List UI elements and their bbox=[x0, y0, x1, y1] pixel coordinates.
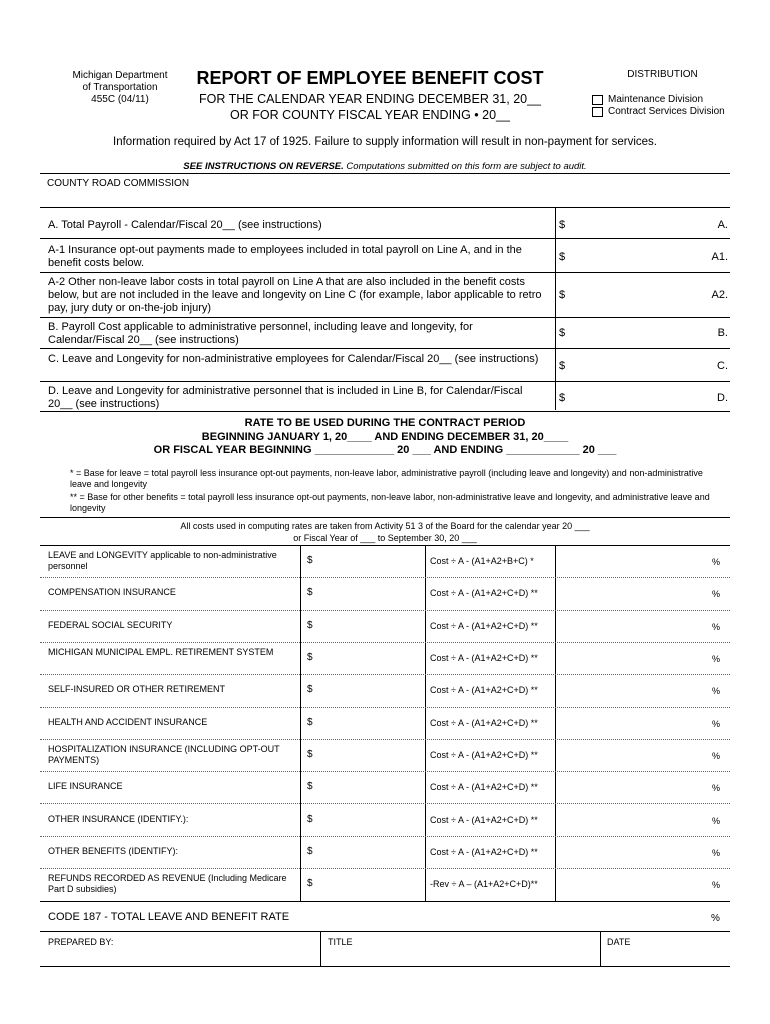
line-a-label: A. Total Payroll - Calendar/Fiscal 20__ (see instructions) bbox=[48, 219, 322, 231]
benefit-label: LIFE INSURANCE bbox=[48, 781, 123, 792]
benefit-rate-input[interactable] bbox=[570, 681, 705, 699]
rate-heading: RATE TO BE USED DURING THE CONTRACT PERIOD bbox=[244, 417, 526, 429]
rule bbox=[40, 411, 730, 412]
department-name: Michigan Department bbox=[72, 70, 168, 81]
benefit-amount-input[interactable] bbox=[318, 843, 420, 861]
column-divider bbox=[300, 545, 301, 901]
benefit-formula: Cost ÷ A - (A1+A2+C+D) ** bbox=[430, 653, 538, 664]
benefit-label: REFUNDS RECORDED AS REVENUE (Including Medicare Part D subsidies) bbox=[48, 873, 287, 895]
department-block bbox=[60, 70, 180, 106]
line-a1-amount-input[interactable] bbox=[570, 246, 705, 266]
benefit-percent: % bbox=[712, 621, 721, 632]
rate-calendar-period: BEGINNING JANUARY 1, 20____ AND ENDING DECEMBER 31, 20____ bbox=[201, 431, 569, 443]
column-divider bbox=[425, 545, 426, 901]
line-c-label: C. Leave and Longevity for non-administrative employees for Calendar/Fiscal 20__ (see instructions) bbox=[48, 353, 539, 365]
line-a2-code: A2. bbox=[711, 289, 728, 301]
row-rule bbox=[40, 771, 730, 772]
benefit-label: HOSPITALIZATION INSURANCE (INCLUDING OPT-OUT PAYMENTS) bbox=[48, 743, 280, 765]
costs-note-fiscal: or Fiscal Year of ___ to September 30, 20 ___ bbox=[293, 533, 477, 543]
benefit-amount-input[interactable] bbox=[318, 584, 420, 602]
county-input[interactable] bbox=[44, 190, 544, 206]
benefit-rate-input[interactable] bbox=[570, 875, 705, 893]
benefit-amount-input[interactable] bbox=[318, 811, 420, 829]
rule bbox=[40, 173, 730, 174]
line-d-label: D. Leave and Longevity for administrative personnel that is included in Line B, for Calendar/Fiscal 20__ (see instructions) bbox=[48, 385, 523, 410]
benefit-percent: % bbox=[712, 686, 721, 697]
line-a2-label: A-2 Other non-leave labor costs in total payroll on Line A that are also included in the benefit costs below, but are not included in the leave and longevity on Line C (for example, labor applicable to retro pay, jury duty or on-the-job injury) bbox=[48, 276, 542, 314]
benefit-percent: % bbox=[712, 783, 721, 794]
contract-label: Contract Services Division bbox=[608, 106, 725, 117]
benefit-label: HEALTH AND ACCIDENT INSURANCE bbox=[48, 716, 208, 727]
total-rate-input[interactable] bbox=[570, 907, 705, 927]
line-a1-label: A-1 Insurance opt-out payments made to employees included in total payroll on Line A, and in the benefit costs below. bbox=[48, 244, 522, 269]
row-rule bbox=[40, 707, 730, 708]
benefit-label: FEDERAL SOCIAL SECURITY bbox=[48, 619, 173, 630]
row-rule bbox=[40, 739, 730, 740]
column-divider bbox=[320, 931, 321, 966]
line-c-code: C. bbox=[717, 360, 728, 372]
benefit-amount-input[interactable] bbox=[318, 649, 420, 667]
rule bbox=[40, 966, 730, 967]
total-rate-label: CODE 187 - TOTAL LEAVE AND BENEFIT RATE bbox=[48, 911, 290, 923]
benefit-rate-input[interactable] bbox=[570, 778, 705, 796]
row-rule bbox=[40, 868, 730, 869]
rule bbox=[40, 272, 730, 273]
benefit-formula: -Rev ÷ A – (A1+A2+C+D)** bbox=[430, 879, 538, 890]
benefit-formula: Cost ÷ A - (A1+A2+B+C) * bbox=[430, 556, 534, 567]
costs-note-calendar: All costs used in computing rates are taken from Activity 51 3 of the Board for the calendar year 20 ___ bbox=[180, 521, 590, 531]
prepared-by-input[interactable] bbox=[44, 949, 316, 965]
benefit-dollar: $ bbox=[307, 619, 313, 631]
maintenance-checkbox[interactable] bbox=[592, 95, 603, 105]
column-divider bbox=[600, 931, 601, 966]
benefit-percent: % bbox=[712, 750, 721, 761]
benefit-dollar: $ bbox=[307, 587, 313, 599]
line-b-amount-input[interactable] bbox=[570, 322, 705, 342]
form-title: REPORT OF EMPLOYEE BENEFIT COST bbox=[196, 68, 544, 88]
benefit-rate-input[interactable] bbox=[570, 617, 705, 635]
benefit-amount-input[interactable] bbox=[318, 875, 420, 893]
benefit-dollar: $ bbox=[307, 555, 313, 567]
note-leave-base: * = Base for leave = total payroll less insurance opt-out payments, non-leave labor, administrative payroll (including leave and longevity) and non-administrative leave and longevity bbox=[70, 468, 703, 489]
benefit-percent: % bbox=[712, 557, 721, 568]
line-a-code: A. bbox=[717, 219, 728, 231]
line-a1-dollar: $ bbox=[559, 251, 566, 263]
line-b-label: B. Payroll Cost applicable to administrative personnel, including leave and longevity, for Calendar/Fiscal 20__ (see instructions) bbox=[48, 321, 473, 346]
benefit-percent: % bbox=[712, 654, 721, 665]
benefit-formula: Cost ÷ A - (A1+A2+C+D) ** bbox=[430, 588, 538, 599]
benefit-amount-input[interactable] bbox=[318, 746, 420, 764]
benefit-percent: % bbox=[712, 847, 721, 858]
line-c-dollar: $ bbox=[559, 360, 566, 372]
benefit-rate-input[interactable] bbox=[570, 649, 705, 667]
benefit-formula: Cost ÷ A - (A1+A2+C+D) ** bbox=[430, 749, 538, 760]
benefit-amount-input[interactable] bbox=[318, 617, 420, 635]
rule bbox=[40, 381, 730, 382]
rule bbox=[40, 517, 730, 518]
benefit-amount-input[interactable] bbox=[318, 681, 420, 699]
distribution-option-maintenance[interactable] bbox=[592, 94, 703, 105]
total-rate-percent: % bbox=[711, 913, 720, 924]
benefit-dollar: $ bbox=[307, 845, 313, 857]
rule bbox=[40, 207, 730, 208]
benefit-percent: % bbox=[712, 718, 721, 729]
benefit-formula: Cost ÷ A - (A1+A2+C+D) ** bbox=[430, 782, 538, 793]
line-a-amount-input[interactable] bbox=[570, 214, 705, 234]
benefit-rate-input[interactable] bbox=[570, 811, 705, 829]
benefit-amount-input[interactable] bbox=[318, 714, 420, 732]
instructions-notice bbox=[40, 161, 730, 172]
form-subtitle-fiscal: OR FOR COUNTY FISCAL YEAR ENDING • 20__ bbox=[230, 108, 510, 122]
row-rule bbox=[40, 610, 730, 611]
benefit-label: SELF-INSURED OR OTHER RETIREMENT bbox=[48, 684, 226, 695]
benefit-formula: Cost ÷ A - (A1+A2+C+D) ** bbox=[430, 846, 538, 857]
note-other-base: ** = Base for other benefits = total payroll less insurance opt-out payments, non-leave labor, non-administrative leave and longevity, and administrative leave and longevity bbox=[70, 492, 710, 513]
benefit-percent: % bbox=[712, 589, 721, 600]
benefit-formula: Cost ÷ A - (A1+A2+C+D) ** bbox=[430, 685, 538, 696]
distribution-option-contract[interactable] bbox=[592, 106, 725, 117]
county-label: COUNTY ROAD COMMISSION bbox=[47, 178, 190, 189]
title-input[interactable] bbox=[324, 949, 596, 965]
form-subtitle-calendar: FOR THE CALENDAR YEAR ENDING DECEMBER 31, 20__ bbox=[199, 92, 541, 106]
rate-fiscal-period: OR FISCAL YEAR BEGINNING _____________ 20 ___ AND ENDING ____________ 20 ___ bbox=[153, 444, 617, 456]
benefit-dollar: $ bbox=[307, 716, 313, 728]
benefit-amount-input[interactable] bbox=[318, 778, 420, 796]
benefit-label: OTHER INSURANCE (IDENTIFY.): bbox=[48, 813, 189, 824]
benefit-rate-input[interactable] bbox=[570, 714, 705, 732]
row-rule bbox=[40, 836, 730, 837]
row-rule bbox=[40, 577, 730, 578]
distribution-label: DISTRIBUTION bbox=[627, 69, 698, 80]
prepared-by-label: PREPARED BY: bbox=[48, 937, 114, 947]
benefit-dollar: $ bbox=[307, 652, 313, 664]
line-b-code: B. bbox=[717, 327, 728, 339]
rule bbox=[40, 348, 730, 349]
benefit-rate-input[interactable] bbox=[570, 584, 705, 602]
benefit-percent: % bbox=[712, 815, 721, 826]
maintenance-label: Maintenance Division bbox=[608, 94, 704, 105]
benefit-rate-input[interactable] bbox=[570, 746, 705, 764]
department-name-2: of Transportation bbox=[82, 82, 158, 93]
benefit-percent: % bbox=[712, 880, 721, 891]
row-rule bbox=[40, 803, 730, 804]
benefit-dollar: $ bbox=[307, 684, 313, 696]
date-label: DATE bbox=[607, 937, 631, 947]
line-d-code: D. bbox=[717, 392, 728, 404]
line-a1-code: A1. bbox=[711, 251, 728, 263]
benefit-dollar: $ bbox=[307, 813, 313, 825]
benefit-label: MICHIGAN MUNICIPAL EMPL. RETIREMENT SYSTEM bbox=[48, 647, 274, 658]
line-a-dollar: $ bbox=[559, 219, 566, 231]
instructions-rest: Computations submitted on this form are subject to audit. bbox=[343, 161, 587, 172]
benefit-rate-input[interactable] bbox=[570, 843, 705, 861]
benefit-dollar: $ bbox=[307, 781, 313, 793]
line-b-dollar: $ bbox=[559, 327, 566, 339]
rule bbox=[40, 238, 730, 239]
rule bbox=[40, 545, 730, 546]
benefit-dollar: $ bbox=[307, 878, 313, 890]
line-d-dollar: $ bbox=[559, 392, 566, 404]
benefit-formula: Cost ÷ A - (A1+A2+C+D) ** bbox=[430, 717, 538, 728]
row-rule bbox=[40, 674, 730, 675]
benefit-dollar: $ bbox=[307, 748, 313, 760]
benefit-label: OTHER BENEFITS (IDENTIFY): bbox=[48, 845, 179, 856]
benefit-label: COMPENSATION INSURANCE bbox=[48, 587, 176, 598]
row-rule bbox=[40, 642, 730, 643]
line-d-amount-input[interactable] bbox=[570, 387, 705, 407]
line-c-amount-input[interactable] bbox=[570, 355, 705, 375]
date-input[interactable] bbox=[604, 949, 728, 965]
line-a2-amount-input[interactable] bbox=[570, 284, 705, 304]
rule bbox=[40, 931, 730, 932]
benefit-formula: Cost ÷ A - (A1+A2+C+D) ** bbox=[430, 814, 538, 825]
rule bbox=[40, 901, 730, 902]
info-notice: Information required by Act 17 of 1925. Failure to supply information will result in non-payment for services. bbox=[113, 136, 657, 148]
benefit-rate-input[interactable] bbox=[570, 552, 705, 570]
contract-checkbox[interactable] bbox=[592, 107, 603, 117]
column-divider bbox=[555, 545, 556, 901]
title-label: TITLE bbox=[328, 937, 353, 947]
benefit-formula: Cost ÷ A - (A1+A2+C+D) ** bbox=[430, 620, 538, 631]
form-number: 455C (04/11) bbox=[91, 94, 149, 105]
benefit-label: LEAVE and LONGEVITY applicable to non-administrative personnel bbox=[48, 550, 277, 572]
benefit-amount-input[interactable] bbox=[318, 552, 420, 570]
instructions-bold: SEE INSTRUCTIONS ON REVERSE. bbox=[183, 161, 344, 172]
rule bbox=[40, 317, 730, 318]
line-a2-dollar: $ bbox=[559, 289, 566, 301]
